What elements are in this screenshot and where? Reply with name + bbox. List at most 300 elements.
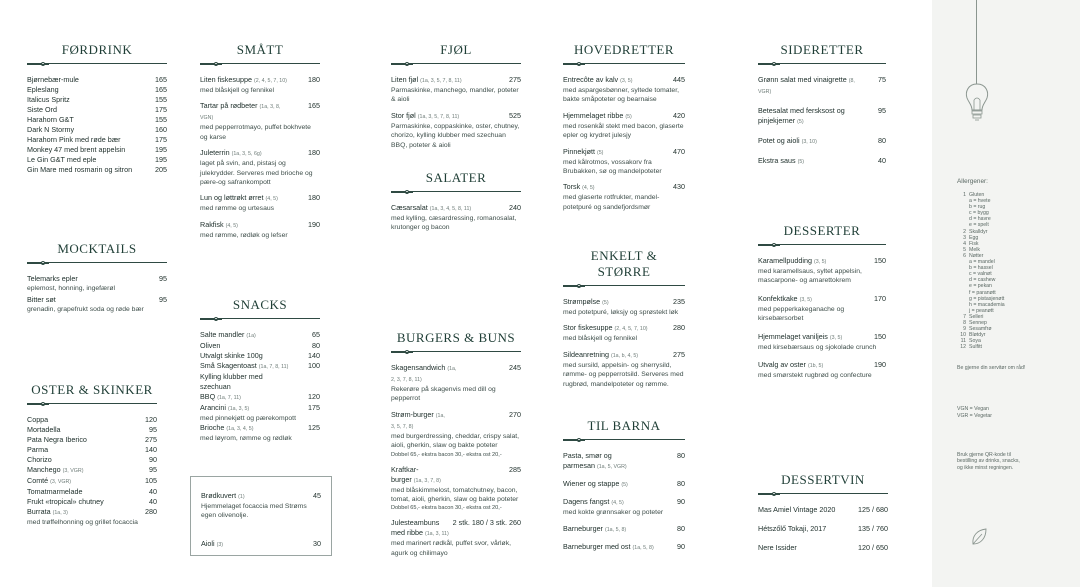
item-name-cell bbox=[758, 256, 856, 267]
menu-item bbox=[27, 465, 157, 476]
item-allergens: (1a, 3) bbox=[52, 510, 68, 516]
item-name-cell bbox=[200, 341, 290, 351]
item-desc: med rosenkål stekt med bacon, glaserte epler og krydret julesjy bbox=[563, 122, 684, 140]
item-name-cell bbox=[201, 491, 291, 502]
item-name-cell bbox=[758, 106, 856, 127]
item-name-cell bbox=[391, 363, 456, 385]
item-row bbox=[200, 351, 320, 361]
item-desc: med rømme og urtesaus bbox=[200, 205, 275, 213]
menu-item bbox=[201, 491, 321, 521]
item-name: Lun og løttrøkt ørret bbox=[200, 193, 264, 203]
item-row bbox=[201, 491, 321, 502]
menu-item bbox=[27, 105, 167, 115]
item-name-cell bbox=[27, 476, 127, 487]
item-name: Potet og aioli bbox=[758, 136, 800, 145]
menu-item bbox=[27, 125, 167, 135]
divider bbox=[758, 61, 886, 67]
menu-item bbox=[758, 156, 886, 167]
section-snacks bbox=[200, 297, 320, 444]
item-price: 80 bbox=[677, 451, 685, 460]
menu-item bbox=[27, 155, 167, 165]
item-name: Nere Issider bbox=[758, 543, 797, 552]
item-name: Barneburger bbox=[563, 524, 603, 534]
allergen-code: 6 bbox=[963, 252, 966, 259]
item-price: 90 bbox=[677, 542, 685, 552]
item-list bbox=[563, 75, 685, 212]
item-name: Rakfisk bbox=[200, 219, 224, 229]
item-name: Monkey 47 bbox=[27, 145, 63, 154]
item-row bbox=[27, 125, 167, 135]
menu-item bbox=[391, 75, 521, 105]
item-name: Burrata bbox=[27, 507, 51, 516]
item-price: 445 bbox=[673, 75, 685, 84]
item-price: 75 bbox=[878, 75, 886, 84]
item-price: 175 bbox=[308, 403, 320, 412]
menu-item bbox=[27, 165, 167, 175]
allergen-code: 8 bbox=[963, 319, 966, 326]
allergen-name: Fisk bbox=[969, 240, 979, 247]
allergen-name: Selleri bbox=[969, 313, 984, 320]
menu-item bbox=[200, 148, 320, 187]
section-title: SALATER bbox=[425, 170, 487, 185]
menu-item bbox=[563, 350, 685, 389]
divider bbox=[200, 61, 320, 67]
item-name: Barneburger med ost bbox=[563, 542, 631, 552]
allergen-name: g = pistasjenøtt bbox=[969, 295, 1005, 302]
item-name-cell bbox=[200, 220, 290, 231]
item-name-cell bbox=[563, 497, 655, 508]
item-name-cell bbox=[758, 136, 856, 147]
item-name-cell bbox=[758, 505, 844, 515]
item-row bbox=[27, 165, 167, 175]
item-price: 275 bbox=[145, 435, 157, 444]
section-fjol bbox=[391, 42, 521, 156]
item-allergens: (1a, 3, 5, 6g) bbox=[231, 151, 262, 158]
item-row bbox=[758, 136, 886, 147]
menu-item bbox=[758, 136, 886, 147]
item-row bbox=[563, 297, 685, 308]
item-name: Strømpølse bbox=[563, 297, 601, 306]
item-row bbox=[758, 360, 886, 371]
item-row bbox=[563, 451, 685, 472]
vegetar-note: VGR = Vegetar bbox=[957, 413, 993, 419]
item-price: 190 bbox=[308, 219, 320, 229]
item-name: Parma bbox=[27, 445, 49, 454]
menu-item bbox=[27, 497, 157, 507]
item-row bbox=[200, 423, 320, 434]
menu-item bbox=[27, 425, 157, 435]
allergen-name: Skalldyr bbox=[969, 228, 988, 235]
allergen-name: c = valnøt bbox=[969, 271, 992, 278]
menu-item bbox=[758, 524, 888, 534]
item-allergens: (1a, b, 4, 5) bbox=[610, 352, 639, 359]
item-price: 160 bbox=[155, 125, 167, 134]
item-price: 80 bbox=[878, 136, 886, 145]
item-list bbox=[27, 274, 167, 315]
item-row bbox=[391, 410, 521, 432]
menu-item bbox=[200, 423, 320, 443]
item-list bbox=[758, 256, 886, 380]
item-row bbox=[758, 332, 886, 343]
item-row bbox=[27, 85, 167, 95]
item-name: Liten fjøl bbox=[391, 75, 419, 84]
item-row bbox=[758, 505, 888, 515]
item-price: 165 bbox=[308, 101, 320, 111]
menu-item bbox=[758, 106, 886, 127]
item-row bbox=[200, 403, 320, 414]
item-row bbox=[391, 363, 521, 385]
item-row bbox=[27, 465, 157, 476]
item-list bbox=[391, 75, 521, 150]
item-row bbox=[758, 75, 886, 97]
item-allergens: (4, 5) bbox=[611, 500, 624, 506]
item-allergens: (1a, 7, 8, 11) bbox=[258, 364, 289, 370]
menu-item bbox=[758, 505, 888, 515]
menu-item bbox=[200, 351, 320, 361]
item-desc: med pinnekjøtt og pærekompott bbox=[200, 415, 296, 422]
allergen-code: 2 bbox=[963, 228, 966, 235]
allergen-code: 5 bbox=[963, 246, 966, 253]
section-title: DESSERTER bbox=[783, 223, 861, 238]
item-allergens: (1) bbox=[238, 494, 245, 500]
item-price: 105 bbox=[145, 476, 157, 485]
item-price: 525 bbox=[509, 110, 521, 120]
item-allergens: (2, 4, 5, 7, 10) bbox=[614, 326, 648, 333]
item-allergens: (5) bbox=[797, 119, 804, 125]
item-row bbox=[391, 75, 521, 86]
item-desc: Parmaskinke, coppaskinke, oster, chutney, chorizo, kylling klubber med szechuan BBQ, poteter & aioli bbox=[391, 122, 520, 149]
item-price: 275 bbox=[509, 75, 521, 84]
item-name: Italicus Spritz bbox=[27, 95, 70, 104]
item-allergens: (5) bbox=[596, 149, 604, 156]
item-list bbox=[758, 505, 888, 553]
allergen-name: Melk bbox=[969, 246, 980, 253]
item-price: 165 bbox=[155, 75, 167, 84]
item-row bbox=[200, 341, 320, 351]
menu-item bbox=[758, 543, 888, 553]
item-row bbox=[200, 220, 320, 231]
item-row bbox=[200, 361, 320, 372]
item-price: 205 bbox=[155, 165, 167, 174]
item-allergens: (1a, 3, 5, 7, 8, 11) bbox=[417, 113, 460, 120]
item-name: Chorizo bbox=[27, 455, 52, 464]
item-row bbox=[758, 543, 888, 553]
item-allergens: (5) bbox=[621, 482, 628, 488]
allergen-code: 7 bbox=[963, 313, 966, 320]
item-row bbox=[563, 524, 685, 535]
item-desc: laget på svin, and, pistasj og julekrydder. Serveres med brioche og pære-og safrankompott bbox=[200, 160, 313, 187]
item-name: Telemarks epler bbox=[27, 274, 78, 283]
item-row bbox=[27, 145, 167, 155]
item-row bbox=[27, 295, 167, 305]
item-allergens: (3, VGR) bbox=[50, 479, 72, 485]
item-allergens: (1a, 3, 5, 7, 8, 11) bbox=[420, 78, 462, 84]
item-row bbox=[27, 497, 157, 507]
item-allergens: (1a, 3, 8, VGN) bbox=[200, 104, 281, 122]
leaf-icon bbox=[970, 527, 988, 547]
item-allergens: (1a, 3, 5, 7, 8) bbox=[391, 412, 445, 430]
item-row bbox=[391, 465, 521, 486]
divider bbox=[391, 189, 521, 195]
item-name-cell bbox=[200, 101, 290, 123]
item-name: Epleslang bbox=[27, 85, 59, 94]
menu-item bbox=[27, 145, 167, 155]
item-desc: eplemost, honning, ingefærøl bbox=[27, 285, 116, 292]
item-price: 65 bbox=[312, 330, 320, 339]
item-price: 170 bbox=[874, 293, 886, 303]
menu-item bbox=[391, 203, 521, 233]
menu-item bbox=[563, 542, 685, 553]
item-price: 120 bbox=[308, 392, 320, 401]
allergen-name: a = mandel bbox=[969, 259, 995, 266]
menu-item bbox=[563, 524, 685, 535]
menu-item bbox=[27, 415, 157, 425]
allergen-name: e = spelt bbox=[969, 222, 989, 229]
allergen-name: Sesamfrø bbox=[969, 326, 992, 333]
item-name: Kraftkar-burger bbox=[391, 464, 419, 484]
item-row bbox=[200, 101, 320, 123]
item-name: Liten fiskesuppe bbox=[200, 75, 252, 84]
item-name-cell bbox=[200, 403, 290, 414]
item-row bbox=[27, 155, 167, 165]
item-name: Harahorn G&T bbox=[27, 115, 74, 124]
item-name-cell bbox=[563, 542, 655, 553]
menu-item bbox=[27, 507, 157, 527]
menu-item bbox=[27, 95, 167, 105]
item-price: 40 bbox=[149, 497, 157, 506]
item-desc: med blåskimmelost, tomatchutney, bacon, tomat, aioli, gherkin, slaw og bakte poteter bbox=[391, 486, 519, 504]
allergen-code: 9 bbox=[963, 326, 966, 333]
lamp-cord bbox=[976, 0, 977, 84]
item-name: Konfektkake bbox=[758, 293, 798, 303]
item-price: 180 bbox=[308, 193, 320, 203]
item-name: Tartar på rødbeter bbox=[200, 101, 258, 111]
item-price: 135 / 760 bbox=[858, 524, 888, 533]
item-row bbox=[758, 156, 886, 167]
divider bbox=[27, 401, 157, 407]
allergen-name: j = peanøtt bbox=[969, 307, 994, 314]
menu-item bbox=[391, 518, 521, 558]
item-name-cell bbox=[758, 156, 856, 167]
item-price: 95 bbox=[159, 295, 167, 305]
section-fordrink bbox=[27, 42, 167, 175]
item-allergens: (3, 5) bbox=[799, 296, 812, 303]
divider bbox=[391, 61, 521, 67]
item-desc: med pepperkakeganache og kirsebærsorbet bbox=[758, 305, 845, 323]
item-name-cell bbox=[563, 111, 655, 122]
item-desc: med glaserte rotfrukter, mandel-potetpuré og sandefjordsmør bbox=[563, 194, 660, 211]
menu-item bbox=[391, 111, 521, 150]
section-smatt bbox=[200, 42, 320, 246]
item-allergens: (3, VGR) bbox=[62, 468, 84, 474]
item-price: 80 bbox=[677, 524, 685, 534]
item-row bbox=[200, 372, 320, 392]
item-desc: med smørstekt rugbrød og confecture bbox=[758, 372, 872, 380]
menu-item bbox=[758, 360, 886, 380]
menu-item bbox=[200, 341, 320, 351]
item-price: 155 bbox=[155, 95, 167, 104]
item-name: Wiener og stappe bbox=[563, 479, 620, 488]
section-title: SMÅTT bbox=[236, 42, 284, 57]
item-allergens: (1a, 2, 3, 7, 8, 11) bbox=[391, 366, 457, 383]
bread-box bbox=[190, 476, 332, 556]
item-name-cell bbox=[27, 165, 137, 175]
menu-item bbox=[563, 75, 685, 105]
item-allergens: (1a, 3, 4, 5) bbox=[226, 426, 254, 433]
section-title: DESSERTVIN bbox=[781, 472, 865, 487]
item-allergens: (5) bbox=[797, 159, 805, 165]
item-price: 470 bbox=[673, 146, 685, 156]
item-name: Sildeanretning bbox=[563, 349, 609, 359]
item-list bbox=[201, 491, 321, 550]
item-row bbox=[27, 425, 157, 435]
allergen-row bbox=[957, 344, 1027, 350]
menu-item bbox=[758, 256, 886, 286]
item-extra: Dobbel 65,- ekstra bacon 30,- ekstra ost 20,- bbox=[391, 451, 502, 458]
item-price: 165 bbox=[155, 85, 167, 94]
item-row bbox=[27, 455, 157, 465]
item-name: Kylling klubber med szechuan bbox=[200, 372, 263, 391]
item-price: 100 bbox=[308, 361, 320, 370]
divider bbox=[200, 316, 320, 322]
item-desc: med eple bbox=[66, 155, 97, 164]
item-row bbox=[391, 203, 521, 214]
item-name-cell bbox=[27, 75, 137, 85]
item-price: 235 bbox=[673, 297, 685, 306]
item-name: Tomatmarmelade bbox=[27, 487, 83, 496]
item-name: Le Gin G&T bbox=[27, 155, 65, 164]
allergen-name: c = bygg bbox=[969, 210, 989, 217]
allergen-code: 1 bbox=[963, 192, 966, 198]
item-name-cell bbox=[563, 75, 655, 86]
allergen-name: Soya bbox=[969, 338, 981, 345]
allergen-title: Allergener: bbox=[957, 178, 988, 185]
item-list bbox=[27, 415, 157, 527]
item-name: Skagensandwich bbox=[391, 363, 446, 372]
item-row bbox=[200, 148, 320, 159]
menu-item bbox=[27, 476, 157, 487]
item-name-cell bbox=[391, 465, 449, 486]
item-name-cell bbox=[391, 75, 491, 86]
item-name-cell bbox=[200, 361, 290, 372]
item-desc: med aspargesbønner, syltede tomater, bakte småpoteter og bearnaise bbox=[563, 87, 679, 104]
item-name: Frukt «tropical» chutney bbox=[27, 497, 104, 506]
item-name: BBQ bbox=[200, 392, 216, 401]
item-name: Pata Negra Iberico bbox=[27, 435, 87, 444]
item-desc: med rosmarin og sitron bbox=[58, 165, 133, 174]
item-name-cell bbox=[27, 115, 137, 125]
item-row bbox=[201, 539, 321, 550]
item-name: Pinnekjøtt bbox=[563, 146, 595, 156]
menu-item bbox=[563, 111, 685, 141]
item-name-cell bbox=[27, 125, 137, 135]
item-row bbox=[27, 75, 167, 85]
item-price: 90 bbox=[677, 497, 685, 506]
item-row bbox=[563, 323, 685, 334]
item-allergens: (1a, 3, 11) bbox=[424, 531, 449, 538]
lightbulb-icon bbox=[962, 82, 992, 130]
item-allergens: (3, 5) bbox=[829, 334, 843, 341]
allergen-name: b = rug bbox=[969, 204, 986, 211]
menu-item bbox=[563, 297, 685, 317]
item-name: Hjemmelaget ribbe bbox=[563, 110, 624, 120]
section-desserter bbox=[758, 223, 886, 388]
section-title: HOVEDRETTER bbox=[573, 42, 675, 57]
allergen-code: 10 bbox=[960, 332, 966, 339]
item-price: 80 bbox=[312, 341, 320, 350]
menu-item bbox=[27, 274, 167, 293]
item-price: 150 bbox=[874, 331, 886, 341]
item-row bbox=[27, 135, 167, 145]
menu-item bbox=[200, 361, 320, 372]
section-oster-skinker bbox=[27, 382, 157, 527]
item-price: 175 bbox=[155, 105, 167, 114]
item-name-cell bbox=[563, 350, 655, 361]
section-title: FØRDRINK bbox=[61, 42, 133, 57]
section-burgers-buns bbox=[391, 330, 521, 564]
item-list bbox=[391, 203, 521, 233]
item-desc: med potetpuré, løksjy og sprøstekt løk bbox=[563, 309, 679, 316]
item-price: 140 bbox=[145, 445, 157, 454]
item-name: Brødkuvert bbox=[201, 491, 237, 500]
item-name-cell bbox=[27, 445, 127, 455]
item-price: 30 bbox=[313, 538, 321, 548]
item-list bbox=[200, 330, 320, 444]
item-name-cell bbox=[27, 415, 127, 425]
menu-item bbox=[563, 451, 685, 472]
allergen-name: Bløtdyr bbox=[969, 332, 986, 339]
item-name: Stor fiskesuppe bbox=[563, 323, 613, 333]
item-name-cell bbox=[563, 479, 655, 490]
allergen-name: d = havre bbox=[969, 216, 991, 223]
item-name-cell bbox=[391, 518, 449, 539]
item-desc: med kålrotmos, vossakorv fra Brubakken, sø og mandelpoteter bbox=[563, 158, 662, 176]
item-name: Julesteambuns med ribbe bbox=[391, 518, 440, 538]
item-name-cell bbox=[27, 274, 137, 284]
item-name-cell bbox=[27, 145, 137, 155]
item-name-cell bbox=[200, 148, 290, 159]
item-desc: med kylling, cæsardressing, romanosalat, krutonger og bacon bbox=[391, 215, 517, 232]
allergen-name: h = macademia bbox=[969, 301, 1005, 308]
menu-item bbox=[563, 479, 685, 490]
item-name-cell bbox=[200, 193, 290, 204]
item-name-cell bbox=[391, 203, 491, 214]
menu-item bbox=[27, 295, 167, 314]
divider bbox=[563, 61, 685, 67]
divider bbox=[563, 283, 685, 289]
item-price: 150 bbox=[874, 256, 886, 265]
menu-item bbox=[200, 193, 320, 213]
item-name-cell bbox=[201, 539, 291, 550]
menu-item bbox=[27, 115, 167, 125]
item-name-cell bbox=[27, 155, 137, 165]
item-allergens: (1a) bbox=[246, 333, 256, 339]
item-allergens: (1a, 5, VGR) bbox=[596, 464, 627, 470]
allergen-list bbox=[957, 192, 1027, 350]
allergen-name: Egg bbox=[969, 234, 979, 241]
item-desc: med kokte grønnsaker og poteter bbox=[563, 509, 664, 516]
item-price: 140 bbox=[308, 351, 320, 360]
menu-item bbox=[27, 85, 167, 95]
item-desc: med blåskjell og fennikel bbox=[563, 335, 638, 343]
divider bbox=[391, 349, 521, 355]
section-hovedretter bbox=[563, 42, 685, 218]
item-name: Strøm-burger bbox=[391, 409, 434, 419]
item-name-cell bbox=[391, 410, 449, 432]
item-name: Bitter søt bbox=[27, 295, 56, 305]
item-desc: med blåskjell og fennikel bbox=[200, 87, 275, 94]
item-row bbox=[27, 476, 157, 487]
